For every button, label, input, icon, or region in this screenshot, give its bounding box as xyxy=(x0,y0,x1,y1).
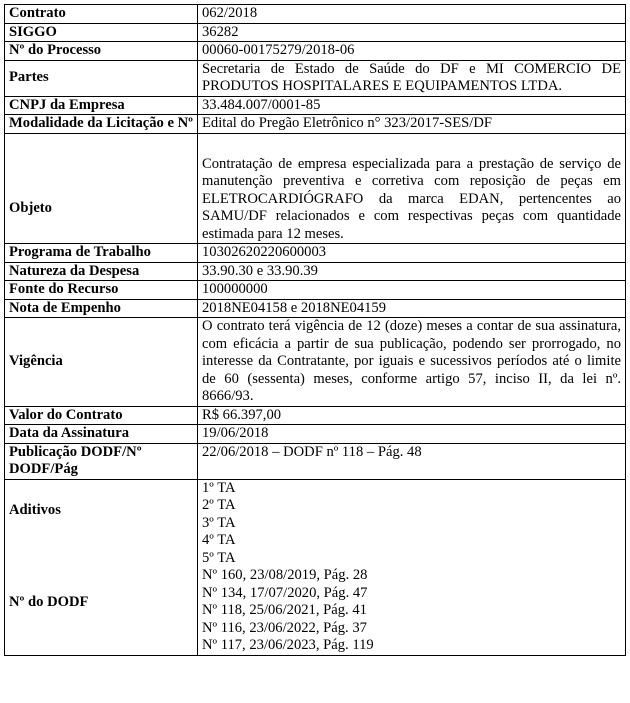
value-modalidade: Edital do Pregão Eletrônico n° 323/2017-SES/DF xyxy=(198,115,626,134)
aditivo-item: 3º TA xyxy=(202,514,236,531)
label-processo: Nº do Processo xyxy=(5,42,198,61)
value-fonte: 100000000 xyxy=(198,281,626,300)
value-processo: 00060-00175279/2018-06 xyxy=(198,42,626,61)
row-vigencia xyxy=(5,318,626,407)
aditivo-item: 4º TA xyxy=(202,532,236,548)
label-natureza: Natureza da Despesa xyxy=(5,262,198,281)
row-objeto xyxy=(5,133,626,244)
label-empenho: Nota de Empenho xyxy=(5,299,198,318)
row-natureza xyxy=(5,262,626,281)
dodf-item: Nº 117, 23/06/2023, Pág. 119 xyxy=(202,637,374,653)
value-cnpj: 33.484.007/0001-85 xyxy=(198,96,626,115)
row-processo xyxy=(5,42,626,61)
label-cnpj: CNPJ da Empresa xyxy=(5,96,198,115)
aditivo-item: 2º TA xyxy=(202,497,236,513)
row-aditivos-dodf xyxy=(5,479,626,655)
label-partes: Partes xyxy=(5,60,198,96)
value-empenho: 2018NE04158 e 2018NE04159 xyxy=(198,299,626,318)
label-modalidade: Modalidade da Licitação e Nº xyxy=(5,115,198,134)
value-publicacao: 22/06/2018 – DODF nº 118 – Pág. 48 xyxy=(198,443,626,479)
value-valor: R$ 66.397,00 xyxy=(198,406,626,425)
label-vigencia: Vigência xyxy=(5,318,198,407)
row-cnpj xyxy=(5,96,626,115)
label-dodf: Nº do DODF xyxy=(9,594,89,610)
label-aditivos-dodf-cell xyxy=(5,479,198,655)
value-natureza: 33.90.30 e 33.90.39 xyxy=(198,262,626,281)
row-programa xyxy=(5,244,626,263)
value-siggo: 36282 xyxy=(198,23,626,42)
label-aditivos: Aditivos xyxy=(9,501,61,518)
label-siggo: SIGGO xyxy=(5,23,198,42)
row-assinatura xyxy=(5,425,626,444)
dodf-item: Nº 118, 25/06/2021, Pág. 41 xyxy=(202,602,367,618)
value-vigencia: O contrato terá vigência de 12 (doze) meses a contar de sua assinatura, com eficácia a partir de sua publicação, podendo ser prorrogado, no interesse da Contratante, por iguais e sucessivos períodos até o limite de 60 (sessenta) meses, conforme artigo 57, inciso II, da lei nº. 8666/93. xyxy=(198,318,626,407)
label-objeto: Objeto xyxy=(5,133,198,244)
value-contrato: 062/2018 xyxy=(198,5,626,24)
dodf-item: Nº 160, 23/08/2019, Pág. 28 xyxy=(202,567,368,583)
row-empenho xyxy=(5,299,626,318)
row-siggo xyxy=(5,23,626,42)
row-modalidade xyxy=(5,115,626,134)
value-partes: Secretaria de Estado de Saúde do DF e MI COMERCIO DE PRODUTOS HOSPITALARES E EQUIPAMENTOS LTDA. xyxy=(198,60,626,96)
row-partes xyxy=(5,60,626,96)
value-assinatura: 19/06/2018 xyxy=(198,425,626,444)
label-programa: Programa de Trabalho xyxy=(5,244,198,263)
value-aditivos-dodf-cell xyxy=(198,479,626,655)
label-contrato: Contrato xyxy=(5,5,198,24)
dodf-item: Nº 116, 23/06/2022, Pág. 37 xyxy=(202,619,367,636)
contract-summary-table xyxy=(4,4,626,656)
row-publicacao xyxy=(5,443,626,479)
value-objeto: Contratação de empresa especializada para a prestação de serviço de manutenção preventiva e corretiva com reposição de peças em ELETROCARDIÓGRAFO da marca EDAN, pertencentes ao SAMU/DF relacionados e com respectivas peças com quantidade estimada para 12 meses. xyxy=(198,133,626,244)
aditivo-item: 5º TA xyxy=(202,549,236,566)
row-valor xyxy=(5,406,626,425)
value-programa: 10302620220600003 xyxy=(198,244,626,263)
row-fonte xyxy=(5,281,626,300)
label-valor: Valor do Contrato xyxy=(5,406,198,425)
label-assinatura: Data da Assinatura xyxy=(5,425,198,444)
row-contrato xyxy=(5,5,626,24)
label-fonte: Fonte do Recurso xyxy=(5,281,198,300)
dodf-item: Nº 134, 17/07/2020, Pág. 47 xyxy=(202,584,368,601)
aditivo-item: 1º TA xyxy=(202,479,236,496)
label-publicacao: Publicação DODF/Nº DODF/Pág xyxy=(5,443,198,479)
